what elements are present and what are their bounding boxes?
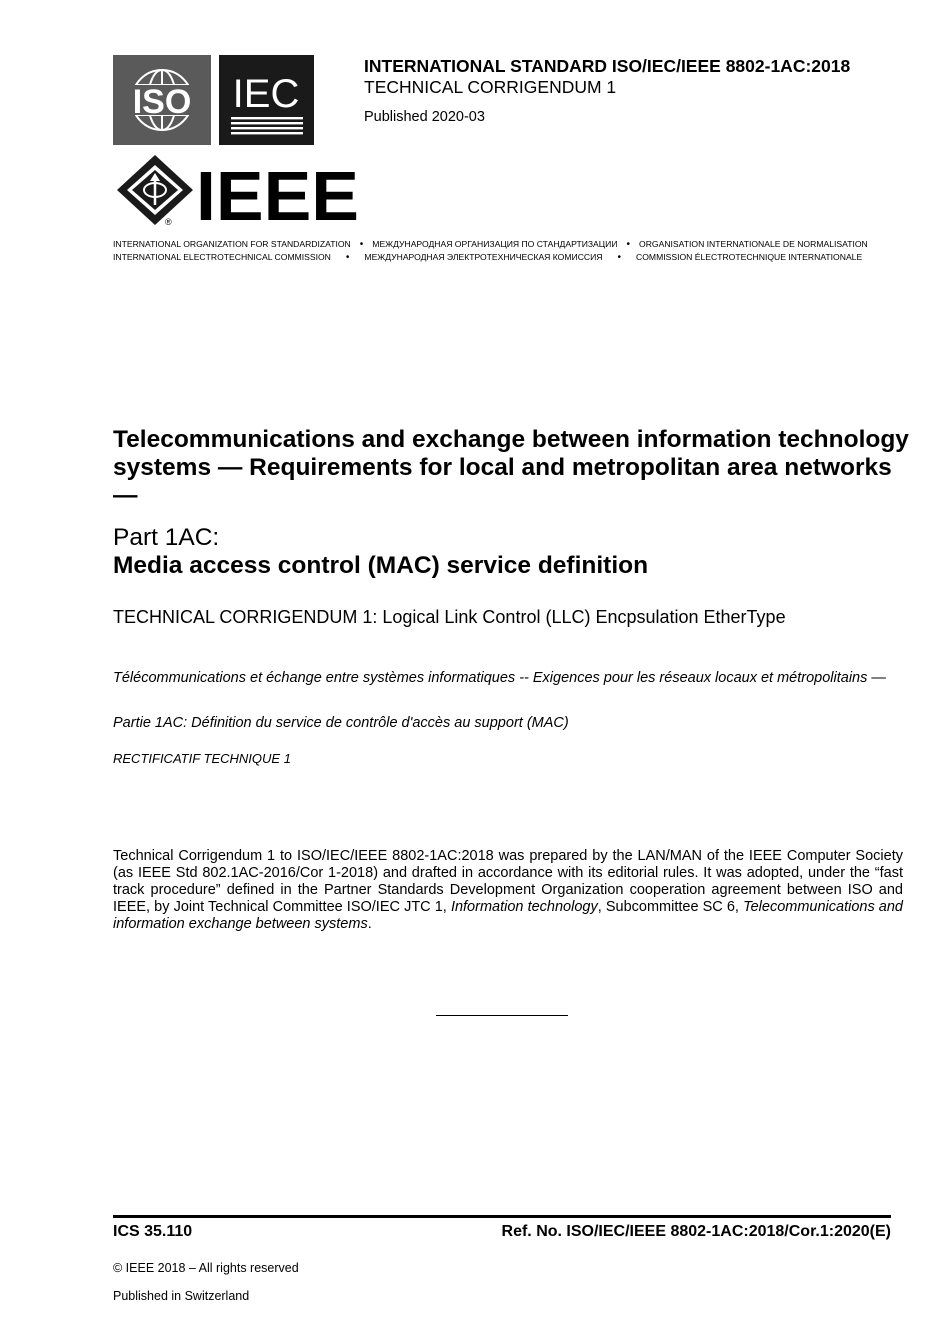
org-iec-en: INTERNATIONAL ELECTROTECHNICAL COMMISSION (113, 252, 331, 262)
ics-code: ICS 35.110 (113, 1223, 193, 1240)
org-line-1 (113, 239, 868, 250)
footer-rule (113, 1215, 891, 1218)
published-date: Published 2020-03 (364, 109, 485, 125)
french-rectificatif: RECTIFICATIF TECHNIQUE 1 (113, 751, 291, 766)
foreword-paragraph (113, 848, 903, 933)
copyright-notice: © IEEE 2018 – All rights reserved (113, 1261, 299, 1275)
org-iec-fr: COMMISSION ÉLECTROTECHNIQUE INTERNATIONALE (636, 252, 863, 262)
org-iso-en: INTERNATIONAL ORGANIZATION FOR STANDARDIZATION (113, 239, 351, 249)
org-line-2 (113, 252, 862, 263)
published-location: Published in Switzerland (113, 1289, 250, 1303)
foreword-text-mid: , Subcommittee SC 6, (597, 899, 744, 915)
iso-logo-text: ISO (132, 83, 192, 121)
org-separator: • (626, 239, 631, 250)
ieee-logo-text: IEEE (196, 157, 359, 228)
ieee-logo (113, 153, 363, 228)
org-separator: • (617, 252, 622, 263)
foreword-text-end: . (367, 916, 372, 932)
org-separator: • (359, 239, 364, 250)
org-separator: • (345, 252, 350, 263)
foreword-text: Technical Corrigendum 1 to ISO/IEC/IEEE 8802-1AC:2018 was prepared by the LAN/MAN of the IEEE Computer Society (as IEEE Std 802.1AC-2016/Cor 1-2018) and drafted in accordance with its editorial rules. It was adopted, under the “fast track procedure” defined in the Partner Standards Development Organization cooperation agreement between ISO and IEEE, by Joint Technical Committee ISO/IEC JTC 1, (113, 848, 903, 915)
foreword-italic-subcommittee: Telecommunications and information exchange between systems (113, 899, 903, 932)
org-iso-ru: МЕЖДУНАРОДНАЯ ОРГАНИЗАЦИЯ ПО СТАНДАРТИЗАЦИИ (372, 239, 618, 249)
iec-logo (219, 55, 314, 145)
standard-designation: INTERNATIONAL STANDARD ISO/IEC/IEEE 8802-1AC:2018 (364, 56, 851, 76)
document-title: Telecommunications and exchange between information technology systems — Requirements for local and metropolitan area networks — (113, 426, 909, 509)
foreword-italic-committee: Information technology (450, 899, 598, 915)
part-title: Media access control (MAC) service definition (113, 552, 649, 579)
french-part-title: Partie 1AC: Définition du service de contrôle d'accès au support (MAC) (113, 715, 569, 731)
reference-number: Ref. No. ISO/IEC/IEEE 8802-1AC:2018/Cor.1:2020(E) (501, 1223, 891, 1240)
ieee-registered-mark: ® (165, 217, 172, 227)
section-divider (436, 1015, 568, 1016)
corrigendum-title: TECHNICAL CORRIGENDUM 1: Logical Link Control (LLC) Encpsulation EtherType (113, 607, 786, 627)
org-iec-ru: МЕЖДУНАРОДНАЯ ЭЛЕКТРОТЕХНИЧЕСКАЯ КОМИССИЯ (364, 252, 603, 262)
part-label: Part 1AC: (113, 524, 220, 551)
french-title: Télécommunications et échange entre systèmes informatiques -- Exigences pour les réseaux locaux et métropolitains — (113, 670, 886, 686)
iec-logo-text: IEC (232, 72, 300, 116)
corrigendum-label: TECHNICAL CORRIGENDUM 1 (364, 77, 617, 97)
org-iso-fr: ORGANISATION INTERNATIONALE DE NORMALISATION (639, 239, 868, 249)
iso-logo (113, 55, 211, 145)
